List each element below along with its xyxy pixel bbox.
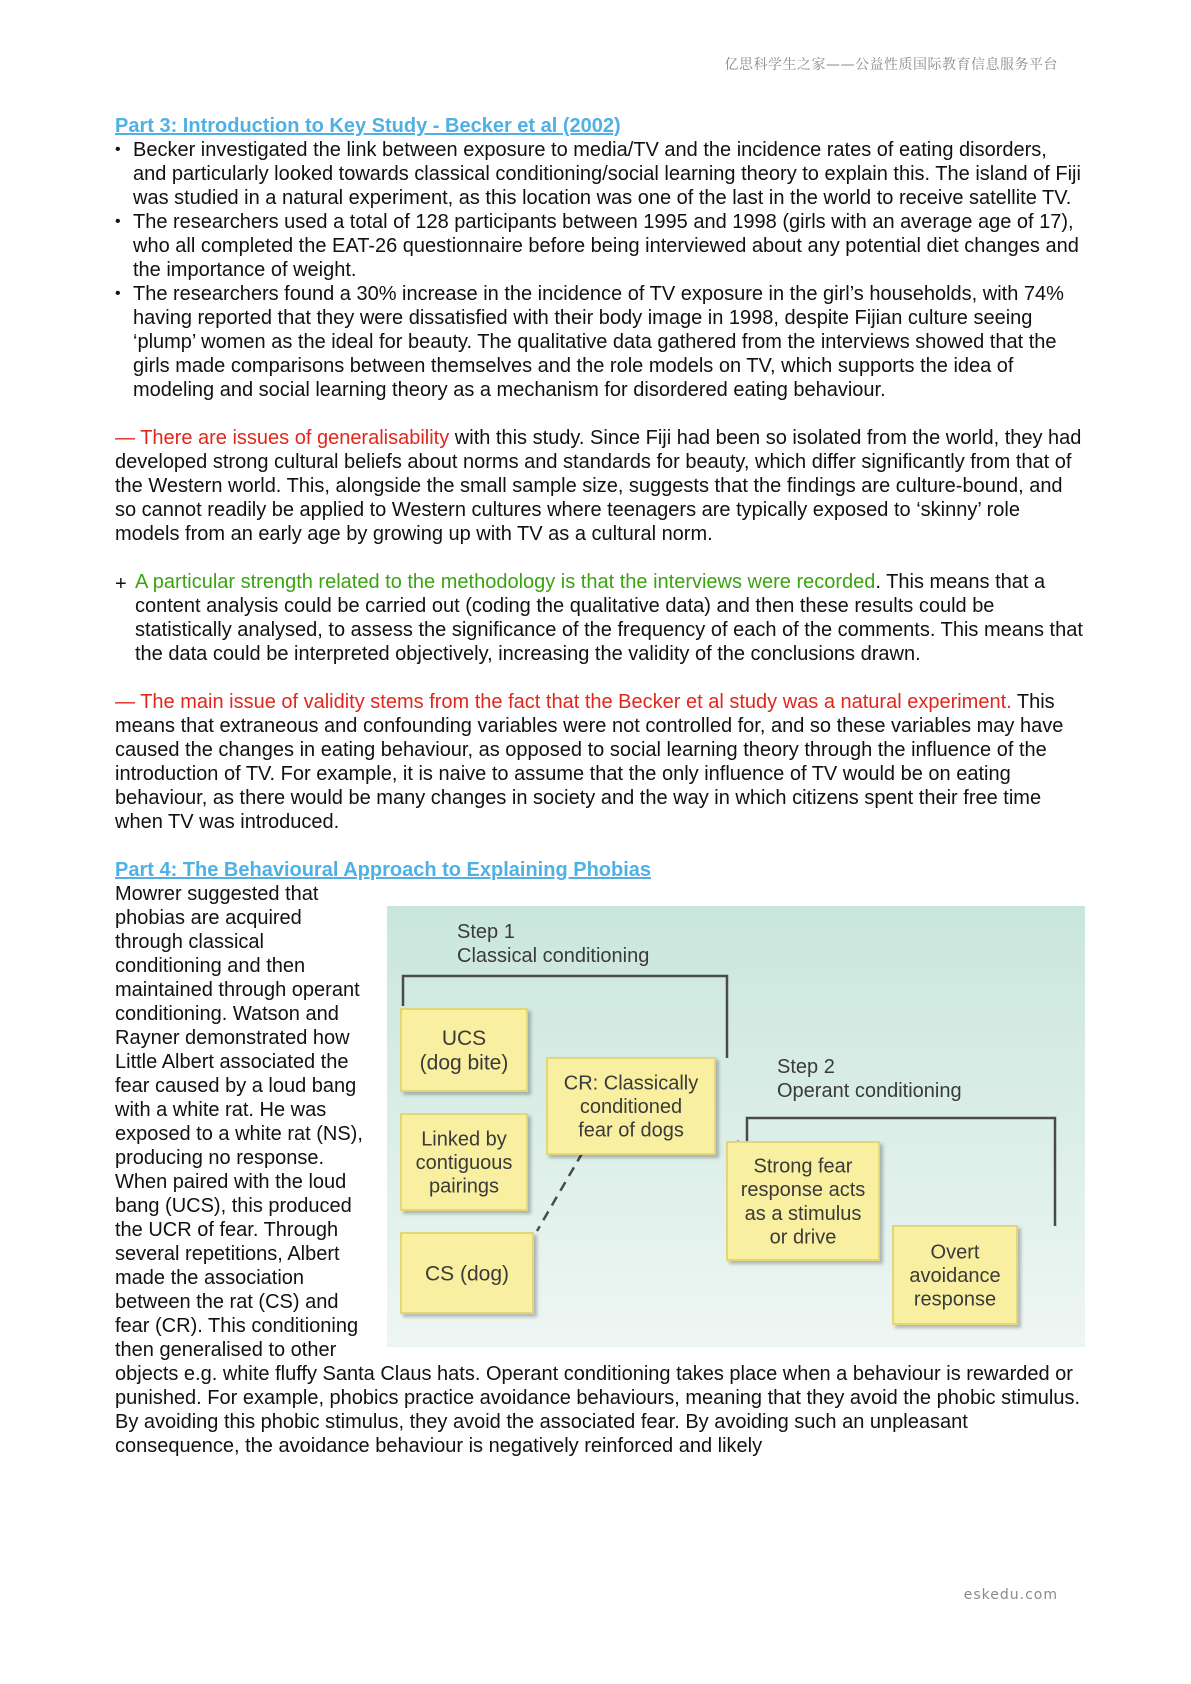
document-body	[115, 114, 1085, 1458]
box-label: response acts	[740, 1179, 866, 1202]
box-cs-dog	[401, 1233, 533, 1313]
box-label: CR: Classically	[563, 1072, 699, 1095]
box-label: avoidance	[909, 1265, 1001, 1287]
box-label: or drive	[769, 1226, 837, 1249]
eval-point-text: This means that extraneous and confounding variables were not controlled for, and so these variables may have caused the changes in eating behaviour, as opposed to social learning theory through the influence of the introduction of TV. For example, it is naive to assume that the only influence of TV would be on eating behaviour, as there would be many changes in society and the way in which citizens spent their free time when TV was introduced.	[115, 691, 1064, 833]
box-label: Linked by	[421, 1128, 507, 1151]
part4-paragraph: Mowrer suggested that phobias are acquired through classical conditioning and then maintained through operant conditioning. Watson and Rayner demonstrated how Little Albert associated the fear caused by a loud bang with a white rat. He was exposed to a white rat (NS), producing no response. When paired with the loud bang (UCS), this produced the UCR of fear. Through several repetitions, Albert made the association between the rat (CS) and fear (CR). This conditioning then generalised to other objects e.g. white fluffy Santa Claus hats. Operant conditioning takes place when a behaviour is rewarded or punished. For example, phobics practice avoidance behaviours, meaning that they avoid the phobic stimulus. By avoiding this phobic stimulus, they avoid the associated fear. By avoiding such an unpleasant consequence, the avoidance behaviour is negatively reinforced and likely	[115, 883, 1081, 1457]
eval-point-label: — There are issues of generalisability	[115, 427, 450, 449]
plus-marker: +	[115, 573, 127, 595]
evaluation-generalisability	[115, 426, 1085, 546]
evaluation-validity	[115, 690, 1085, 834]
eval-point-text: with this study. Since Fiji had been so isolated from the world, they had developed strong cultural beliefs about norms and standards for beauty, which differ significantly from that of the Western world. This, alongside the small sample size, suggests that the findings are culture-bound, and so cannot readily be applied to Western cultures where teenagers are typically exposed to ‘skinny’ role models from an early age by growing up with TV as a cultural norm.	[115, 427, 1082, 545]
step2-subtitle: Operant conditioning	[777, 1080, 962, 1102]
box-label: Strong fear	[753, 1155, 853, 1178]
box-shape	[401, 1009, 527, 1091]
box-label: response	[913, 1288, 997, 1311]
eval-point-text: . This means that a content analysis could be carried out (coding the qualitative data) and then these results could be statistically analysed, to assess the significance of the frequency of each of the comments. This means that the data could be interpreted objectively, increasing the validity of the conclusions drawn.	[135, 571, 1083, 665]
part3-bullet-list	[115, 138, 1085, 402]
list-item: • The researchers found a 30% increase in the incidence of TV exposure in the girl’s households, with 74% having reported that they were dissatisfied with their body image in 1998, despite Fijian culture seeing ‘plump’ women as the ideal for beauty. The qualitative data gathered from the interviews showed that the girls made comparisons between themselves and the role models on TV, which supports the idea of modeling and social learning theory as a mechanism for disordered eating behaviour.	[115, 282, 1085, 402]
box-label: (dog bite)	[419, 1051, 509, 1075]
box-label: pairings	[428, 1175, 500, 1198]
box-label: CS (dog)	[424, 1262, 510, 1286]
page-footer: eskedu.com	[963, 1587, 1058, 1603]
box-label: contiguous	[415, 1152, 513, 1174]
list-item: • The researchers used a total of 128 participants between 1995 and 1998 (girls with an average age of 17), who all completed the EAT-26 questionnaire before being interviewed about any potential diet changes and the importance of weight.	[115, 210, 1085, 282]
conditioning-diagram	[387, 906, 1085, 1347]
box-strong-fear	[727, 1142, 879, 1260]
list-item: • Becker investigated the link between exposure to media/TV and the incidence rates of eating disorders, and particularly looked towards classical conditioning/social learning theory to explain this. The island of Fiji was studied in a natural experiment, as this location was one of the last in the world to receive satellite TV.	[115, 138, 1085, 210]
page-header: 亿思科学生之家——公益性质国际教育信息服务平台	[724, 57, 1058, 73]
step2-title: Step 2	[777, 1056, 835, 1078]
box-label: UCS	[441, 1026, 487, 1050]
box-label: Overt	[930, 1241, 980, 1264]
box-ucs	[401, 1009, 527, 1091]
box-cr-fear	[547, 1058, 715, 1154]
step1-subtitle: Classical conditioning	[457, 945, 650, 967]
eval-point-label: — The main issue of validity stems from the fact that the Becker et al study was a natural experiment.	[115, 691, 1012, 713]
box-label: fear of dogs	[578, 1119, 684, 1142]
evaluation-strength	[115, 570, 1085, 666]
part3-heading[interactable]: Part 3: Introduction to Key Study - Becker et al (2002)	[115, 115, 621, 137]
step1-title: Step 1	[457, 921, 515, 943]
box-linked-pairings	[401, 1114, 527, 1210]
box-label: conditioned	[579, 1096, 683, 1118]
box-label: as a stimulus	[744, 1202, 862, 1225]
box-overt-avoidance	[893, 1226, 1017, 1324]
part4-heading[interactable]: Part 4: The Behavioural Approach to Explaining Phobias	[115, 859, 652, 881]
eval-point-label: A particular strength related to the methodology is that the interviews were recorded	[135, 571, 876, 593]
